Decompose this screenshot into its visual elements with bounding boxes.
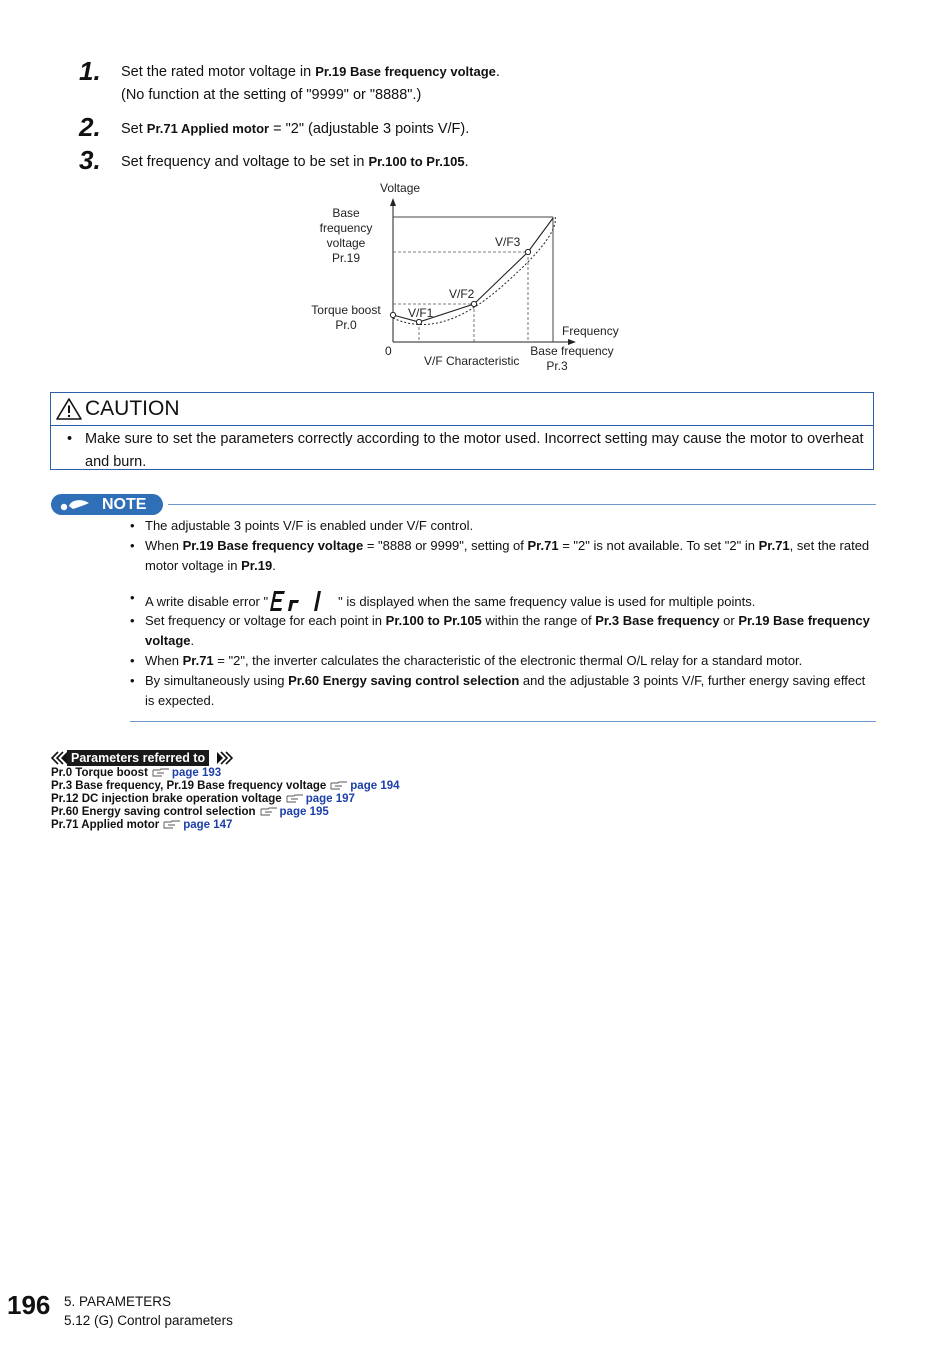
step-text-part: = "2" (adjustable 3 points V/F). [269,121,470,137]
vf1-point [416,319,421,324]
note-text-part: When [145,653,183,668]
note-text-part: A write disable error " [145,594,269,609]
parameter-name: Pr.100 to Pr.105 [385,613,482,628]
note-text-part: , set the rated motor voltage in [145,538,870,573]
note-item [130,611,876,651]
reference-name: Pr.12 DC injection brake operation voltage [51,793,282,805]
parameter-reference [51,793,355,806]
parameter-reference [51,819,232,832]
caution-box [50,392,874,470]
note-text-part: and the adjustable 3 points V/F, further energy saving effect is expected. [145,673,866,708]
footer-chapter: 5. PARAMETERS [64,1294,172,1309]
note-item [130,671,876,711]
footer-section: 5.12 (G) Control parameters [64,1313,233,1328]
parameter-name: Pr.19 Base frequency voltage [182,538,364,553]
parameter-reference [51,767,221,780]
y-axis-arrow [390,198,396,206]
double-chevron-right-icon [217,751,233,765]
diagram-caption: V/F Characteristic [424,354,520,368]
pointing-hand-icon [260,807,278,816]
base-frequency-label: Pr.3 [546,359,568,373]
bullet: • [130,673,135,688]
pointing-hand-icon [330,781,348,790]
note-text [145,671,876,711]
caution-body [51,426,873,474]
base-frequency-label: Base frequency [530,344,614,358]
parameter-name: Pr.3 Base frequency [595,613,720,628]
double-chevron-left-icon [51,751,67,765]
vf2-point [471,301,476,306]
step-text-part: Set [121,121,147,137]
step-text-part: . [495,64,500,80]
parameter-name: Pr.100 to Pr.105 [368,154,465,169]
note-divider [168,504,876,505]
note-item [130,536,876,576]
page-link[interactable]: page 197 [305,793,355,805]
note-text [145,536,876,576]
note-text-part: Set frequency or voltage for each point in [145,613,386,628]
vf3-point [525,249,530,254]
vf1-label: V/F1 [408,306,434,320]
reference-name: Pr.60 Energy saving control selection [51,806,256,818]
warning-triangle-icon [55,397,83,421]
torque-boost-point [390,312,395,317]
parameter-name: Pr.71 Applied motor [146,121,270,136]
note-text-part: . [190,633,195,648]
base-voltage-label: Base [332,206,360,220]
parameter-name: Pr.71 [182,653,214,668]
vf-characteristic-diagram [300,180,630,380]
page-link[interactable]: page 194 [350,780,400,792]
note-item [130,516,876,536]
caution-text: Make sure to set the parameters correctly according to the motor used. Incorrect setting may cause the motor to overheat and burn. [85,431,864,470]
pointing-hand-icon [152,768,170,777]
vf3-label: V/F3 [495,235,521,249]
vf2-label: V/F2 [449,287,475,301]
parameter-name: Pr.19 Base frequency voltage [145,613,870,648]
page-number: 196 [7,1290,51,1320]
page-link[interactable]: page 147 [183,819,233,831]
note-hand-icon [59,497,93,512]
step-text [121,150,469,174]
torque-boost-label: Torque boost [311,303,381,317]
step-text-part: . [464,154,469,170]
reference-name: Pr.0 Torque boost [51,767,148,779]
note-text-part: . [272,558,276,573]
note-text-part: = "2" is not available. To set "2" in [558,538,759,553]
note-text: The adjustable 3 points V/F is enabled under V/F control. [145,518,474,533]
note-text-part: By simultaneously using [145,673,289,688]
note-bottom-divider [130,721,876,722]
note-text-part: = "8888 or 9999", setting of [363,538,528,553]
torque-boost-label: Pr.0 [335,318,357,332]
step-number: 3. [79,145,101,175]
note-text [145,651,876,671]
step-text-line2: (No function at the setting of "9999" or "8888".) [121,87,422,103]
note-text-part: When [145,538,183,553]
note-badge [51,494,163,515]
bullet: • [130,538,135,553]
parameter-name: Pr.71 [758,538,790,553]
pointing-hand-icon [163,820,181,829]
caution-header [51,393,873,426]
base-voltage-label: voltage [326,236,366,250]
step-text-part: Set frequency and voltage to be set in [121,154,369,170]
origin-label: 0 [385,344,392,358]
parameter-name: Pr.19 [241,558,273,573]
caution-title: CAUTION [85,397,180,420]
bullet: • [130,613,135,628]
note-text-part: or [719,613,739,628]
note-text-part: = "2", the inverter calculates the characteristic of the electronic thermal O/L relay for a standard motor. [213,653,803,668]
bullet: • [67,431,73,447]
step-number: 1. [79,56,101,86]
parameter-name: Pr.19 Base frequency voltage [315,64,496,79]
bullet: • [130,590,135,605]
step-text [121,117,469,141]
bullet: • [130,518,135,533]
step-text [121,60,500,107]
page-link[interactable]: page 193 [171,767,222,779]
frequency-axis-label: Frequency [562,324,619,338]
parameter-reference [51,780,400,793]
reference-name: Pr.3 Base frequency, Pr.19 Base frequency voltage [51,780,327,792]
step-number: 2. [79,112,101,142]
reference-name: Pr.71 Applied motor [51,819,160,831]
parameter-name: Pr.60 Energy saving control selection [288,673,520,688]
pointing-hand-icon [286,794,304,803]
note-text-part: within the range of [481,613,596,628]
bullet: • [130,653,135,668]
note-title: NOTE [102,496,147,513]
parameter-reference [51,806,329,819]
base-voltage-label: Pr.19 [331,251,361,265]
page-link[interactable]: page 195 [279,806,329,818]
note-text-part: " is displayed when the same frequency value is used for multiple points. [338,594,756,609]
base-voltage-label: frequency [319,221,373,235]
voltage-axis-label: Voltage [380,181,421,195]
step-text-part: Set the rated motor voltage in [121,64,316,80]
parameter-name: Pr.71 [527,538,559,553]
note-text [145,611,876,651]
parameters-referred-title: Parameters referred to [67,750,209,766]
note-item [130,651,876,671]
